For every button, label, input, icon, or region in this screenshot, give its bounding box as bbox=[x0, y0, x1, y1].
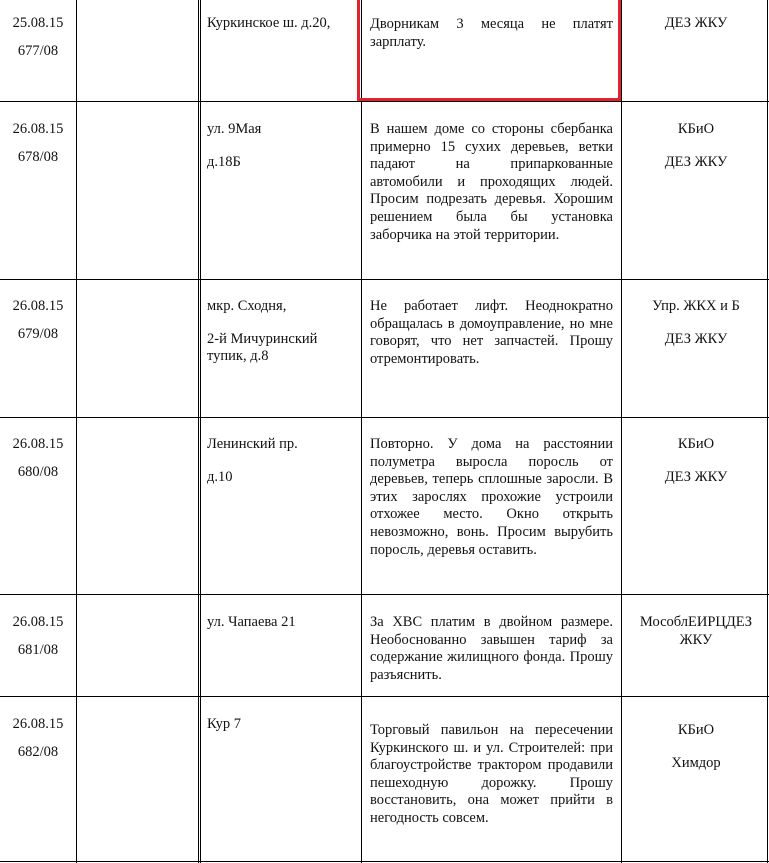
row-divider bbox=[0, 101, 769, 102]
organization: ДЕЗ ЖКУ bbox=[664, 15, 728, 31]
date-cell bbox=[0, 121, 76, 176]
date-cell bbox=[0, 15, 76, 70]
address-cell bbox=[207, 614, 357, 647]
organization-cell bbox=[623, 298, 769, 363]
date: 26.08.15 bbox=[12, 716, 64, 732]
date-cell bbox=[0, 614, 76, 669]
organization: ДЕЗ ЖКУ bbox=[664, 153, 728, 170]
address-cell bbox=[207, 15, 357, 48]
message-cell: За ХВС платим в двойном размере. Необоснованно завышен тариф за содержание жилищного фонда. Прошу разъяснить. bbox=[370, 614, 613, 683]
address-line: д.18Б bbox=[207, 153, 241, 170]
organization: Химдор bbox=[671, 754, 721, 771]
request-number: 678/08 bbox=[17, 148, 59, 165]
request-number: 680/08 bbox=[17, 463, 59, 480]
address-line: Ленинский пр. bbox=[207, 436, 298, 452]
organization-cell bbox=[623, 15, 769, 48]
organization-cell bbox=[623, 121, 769, 186]
date: 26.08.15 bbox=[12, 121, 64, 137]
request-number: 679/08 bbox=[17, 325, 59, 342]
organization-cell bbox=[623, 614, 769, 664]
address-line: ул. 9Мая bbox=[207, 121, 262, 137]
date: 26.08.15 bbox=[12, 298, 64, 314]
message-cell: В нашем доме со стороны сбербанка примерно 15 сухих деревьев, ветки падают на припаркованные автомобили и проходящих людей. Просим подрезать деревья. Хорошим решением была бы установка заборчика на этой территории. bbox=[370, 121, 613, 243]
address-cell bbox=[207, 436, 357, 486]
date-cell bbox=[0, 436, 76, 491]
date: 26.08.15 bbox=[12, 436, 64, 452]
organization: КБиО bbox=[677, 121, 715, 137]
organization-cell bbox=[623, 436, 769, 501]
organization-cell bbox=[623, 722, 769, 787]
organization: КБиО bbox=[677, 722, 715, 738]
date-cell bbox=[0, 716, 76, 771]
row-divider bbox=[0, 417, 769, 418]
column-divider bbox=[76, 0, 77, 863]
row-divider bbox=[0, 594, 769, 595]
column-divider bbox=[621, 0, 622, 863]
address-cell bbox=[207, 298, 357, 366]
address-line: 2-й Мичуринский тупик, д.8 bbox=[207, 330, 318, 365]
message-cell: Не работает лифт. Неоднократно обращалась в домоуправление, но мне говорят, что нет запчастей. Прошу отремонтировать. bbox=[370, 298, 613, 367]
request-number: 681/08 bbox=[17, 641, 59, 658]
column-divider bbox=[200, 0, 201, 863]
request-number: 682/08 bbox=[17, 743, 59, 760]
date: 25.08.15 bbox=[12, 15, 64, 31]
column-divider bbox=[361, 0, 362, 863]
address-line: Куркинское ш. д.20, bbox=[207, 15, 331, 31]
message-cell: Дворникам 3 месяца не платят зарплату. bbox=[370, 16, 613, 50]
row-divider bbox=[0, 279, 769, 280]
address-cell bbox=[207, 121, 357, 171]
address-line: д.10 bbox=[207, 468, 233, 485]
date: 26.08.15 bbox=[12, 614, 64, 630]
organization: КБиО bbox=[677, 436, 715, 452]
address-line: Кур 7 bbox=[207, 716, 241, 732]
address-cell bbox=[207, 716, 357, 749]
row-divider bbox=[0, 696, 769, 697]
organization: МособлЕИРЦДЕЗ ЖКУ bbox=[639, 614, 753, 648]
organization: Упр. ЖКХ и Б bbox=[652, 298, 740, 314]
row-divider bbox=[0, 861, 769, 862]
message-cell: Торговый павильон на пересечении Куркинского ш. и ул. Строителей: при благоустройстве трактором продавили пешеходную дорожку. Прошу восстановить, она может прийти в негодность совсем. bbox=[370, 722, 613, 826]
address-line: мкр. Сходня, bbox=[207, 298, 287, 314]
highlight-box bbox=[357, 0, 621, 101]
date-cell bbox=[0, 298, 76, 353]
organization: ДЕЗ ЖКУ bbox=[664, 330, 728, 347]
organization: ДЕЗ ЖКУ bbox=[664, 468, 728, 485]
request-number: 677/08 bbox=[17, 42, 59, 59]
message-cell: Повторно. У дома на расстоянии полуметра выросла поросль от деревьев, теперь сплошные заросли. В этих зарослях прохожие устроили отхожее место. Окно открыть невозможно, вонь. Просим вырубить поросль, деревья оставить. bbox=[370, 436, 613, 558]
address-line: ул. Чапаева 21 bbox=[207, 614, 296, 630]
column-divider bbox=[198, 0, 199, 863]
